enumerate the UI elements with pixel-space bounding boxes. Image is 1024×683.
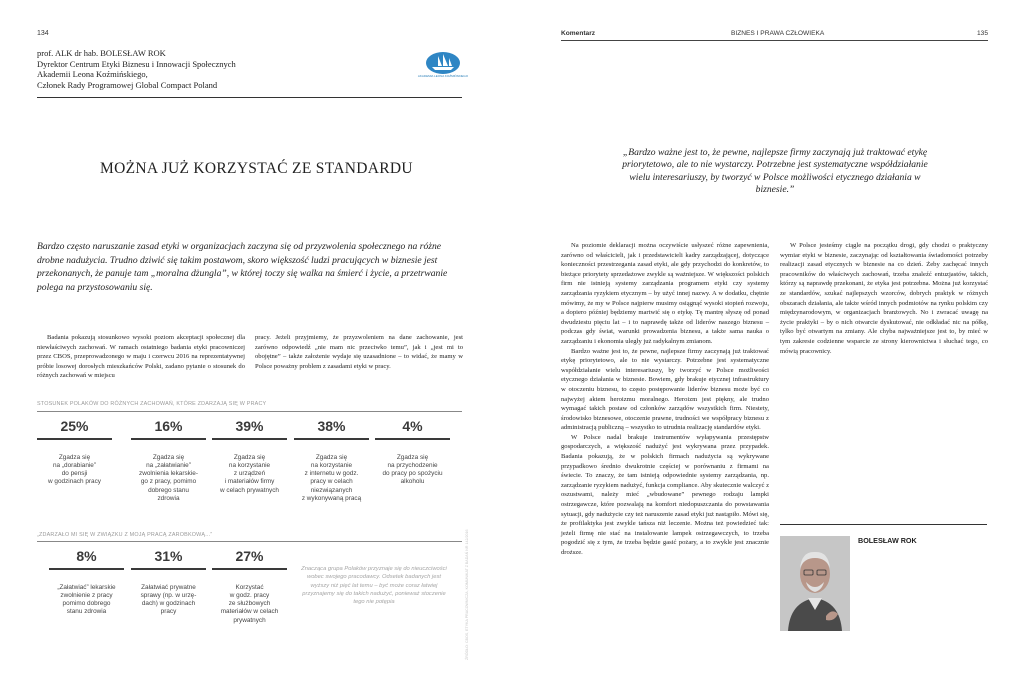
stat-description: Zgadza się na „załatwianie” zwolnienia lekarskie- go z pracy, pomimo dobrego stanu zdrowia: [139, 453, 198, 503]
stat-percentage: 27%: [235, 548, 264, 564]
bio-divider: [780, 524, 987, 525]
right-column-1: [561, 241, 769, 558]
header-divider: [561, 40, 988, 41]
lead-paragraph: Bardzo często naruszanie zasad etyki w organizacjach zaczyna się od przyzwolenia społecznego na różne drobne nadużycia. Trudno dziwić się takim postawom, skoro większość ludzi pracujących w biznesie jest przekonanych, że panuje tam „moralna dżungla”, w której toczy się walka na śmierć i życie, a przetrwanie polega na przystosowaniu się.: [37, 241, 448, 293]
stat-percentage: 39%: [235, 418, 264, 434]
body-column-1: [37, 333, 245, 381]
stat-item: [131, 546, 206, 617]
stat-percentage: 16%: [154, 418, 183, 434]
stat-bar: [212, 438, 287, 440]
stat-item: [294, 416, 369, 503]
section-name: Komentarz: [561, 30, 596, 37]
header-divider: [37, 97, 462, 98]
body-column-2: [255, 333, 463, 371]
section1-label: STOSUNEK POLAKÓW DO RÓŻNYCH ZACHOWAŃ, KTÓRE ZDARZAJĄ SIĘ W PRACY: [37, 401, 267, 407]
right-page-number: 135: [977, 30, 989, 37]
section2-rule: [37, 541, 462, 542]
infographic-note: Znacząca grupa Polaków przyznaje się do nieuczciwości wobec swojego pracodawcy. Odsetek badanych jest wyższy niż pięć lat temu – być może coraz łatwiej przyznajemy się do takich nadużyć, ponieważ stoczenie tego nie potępia: [301, 566, 447, 606]
stat-percentage: 25%: [60, 418, 89, 434]
stat-item: [49, 546, 124, 617]
bio-name: BOLESŁAW ROK: [858, 536, 917, 545]
author-line: prof. ALK dr hab. BOLESŁAW ROK: [37, 48, 166, 58]
stat-description: Zgadza się na korzystanie z urządzeń i materiałów firmy w celach prywatnych: [220, 453, 279, 494]
stat-percentage: 31%: [154, 548, 183, 564]
stat-item: [212, 546, 287, 625]
section1-rule: [37, 411, 462, 412]
body-paragraph: W Polsce nadal brakuje instrumentów wyłapywania przestępstw gospodarczych, a większość nadużyć jest wykrywana przez przypadek. Badania pokazują, że w polskich firmach nadużycia są wykrywane przypadkowo średnio dwukrotnie częściej w porównaniu z firmami na świecie. To znaczy, że tam istnieją odpowiednie systemy zarządzania, np. zarządzanie ryzykiem nadużyć, funkcja compliance. Aby skutecznie walczyć z oszustwami, należy mieć „wbudowane” pewnego rodzaju lampki ostrzegawcze, które pozwalają na komfort niedopuszczania do powstawania sytuacji, gdy nadużycie czy też naruszenie zasad etyki już nastąpiło. Mówi się, że profilaktyka jest zwykle tańsza niż leczenie. Można też powiedzieć tak: jeżeli firmę nie stać na instalowanie lampek ostrzegawczych, to trzeba pogodzić się z tym, że trzeba będzie gasić pożary, a to zwykle jest znacznie droższe.: [561, 433, 769, 556]
stat-bar: [375, 438, 450, 440]
left-page-number: 134: [37, 30, 49, 37]
stat-description: Zgadza się na „dorabianie” do pensji w godzinach pracy: [48, 453, 101, 486]
author-line: Członek Rady Programowej Global Compact Poland: [37, 79, 218, 90]
logo-caption: AKADEMIA LEONA KOŹMIŃSKIEGO: [417, 74, 469, 78]
stat-description: Korzystać w godz. pracy ze służbowych materiałów w celach prywatnych: [220, 583, 279, 624]
stat-percentage: 4%: [402, 418, 423, 434]
author-line: Akademii Leona Koźmińskiego,: [37, 69, 148, 79]
body-paragraph: W Polsce jesteśmy ciągle na początku drogi, gdy chodzi o praktyczny wymiar etyki w biznesie, zaczynając od kształtowania świadomości potrzeby realizacji zasad etycznych w biznesie na co dzień. Żeby zachęcać innych pracowników do właściwych zachowań, trzeba znaleźć entuzjastów, takich, którzy są naprawdę przekonani, że etyka jest potrzebna. Można już korzystać ze standardów, szukać najlepszych wzorców, dobrych praktyk w różnych obszarach działania, ale także wśród innych podmiotów na rynku polskim czy międzynarodowym, w organizacjach branżowych. No i zwracać uwagę na życie praktyki – by o nich otwarcie dyskutować, nie odkładać nic na półkę, tylko być otwartym na zmiany. Ale chyba najważniejsze jest to, by mieć w tym zakresie codzienne wsparcie ze strony kierownictwa i słuchać tego, co mówią pracownicy.: [780, 242, 988, 355]
stat-bar: [49, 568, 124, 570]
stat-item: [375, 416, 450, 487]
stat-description: Zgadza się na korzystanie z internetu w godz. pracy w celach niezwiązanych z wykonywaną pracą: [301, 453, 362, 503]
author-line: Dyrektor Centrum Etyki Biznesu i Innowacji Społecznych: [37, 58, 236, 69]
pull-quote: „Bardzo ważne jest to, że pewne, najlepsze firmy zaczynają już traktować etykę priorytetowo, ale to nie wystarczy. Potrzebne jest systematyczne współdziałanie wielu interesariuszy, by tworzyć w Polsce możliwości etycznego działania w biznesie.”: [622, 147, 928, 195]
stat-bar: [37, 438, 112, 440]
right-column-2: [780, 241, 988, 356]
article-title: MOŻNA JUŻ KORZYSTAĆ ZE STANDARDU: [100, 160, 413, 177]
source-credit: ŹRÓDŁO: CBOS, ETYKA PRACOWNICZA, KOMUNIKAT Z BADAŃ NR 142/2016: [465, 529, 469, 660]
stat-item: [212, 416, 287, 495]
author-photo: [780, 536, 850, 631]
running-header: BIZNES I PRAWA CZŁOWIEKA: [731, 30, 825, 37]
stat-bar: [131, 568, 206, 570]
section2-label: „ZDARZAŁO MI SIĘ W ZWIĄZKU Z MOJĄ PRACĄ ZAROBKOWĄ...”: [37, 532, 213, 538]
body-paragraph: Badania pokazują stosunkowo wysoki poziom akceptacji społecznej dla niewłaściwych zachowań. W ramach ostatniego badania etyki pracowniczej przez CBOS, przeprowadzonego w maju i czerwcu 2016 na reprezentatywnej próbie losowej dorosłych mieszkańców Polski, zadano pytanie o stosunek do różnych zachowań w miejscu: [37, 334, 245, 380]
stat-description: Zgadza się na przychodzenie do pracy po spożyciu alkoholu: [382, 453, 443, 486]
stat-bar: [212, 568, 287, 570]
stat-percentage: 8%: [76, 548, 97, 564]
stat-item: [131, 416, 206, 503]
body-paragraph: pracy. Jeżeli przyjmiemy, że przyzwoleniem na dane zachowanie, jest zarówno odpowiedź „nie mam nic przeciwko temu”, jak i „jest mi to obojętne” – także założenie wydaje się uzasadnione – to widać, że mamy w Polsce poważny problem z zasadami etyki w pracy.: [255, 334, 463, 370]
body-paragraph: Na poziomie deklaracji można oczywiście usłyszeć różne zapewnienia, zarówno od właścicieli, jak i przedstawicieli kadry zarządzającej, dotyczące konieczności przestrzegania zasad etyki, ale gdy przychodzi do konkretów, to bieżące priorytety sprzedażowe zwykle są ważniejsze. W większości polskich firm nie istnieją systemy zarządzania programem etyki czy systemy zarządzania ryzykiem etycznym – by użyć innej nazwy. A w dodatku, chętnie mówimy, że my w Polsce najpierw musimy osiągnąć wysoki stopień rozwoju, a dopiero później będziemy martwić się o etykę. Tę mantrę słyszę od ponad dwudziestu pięciu lat – i to naprawdę także od liderów naszego biznesu – podczas gdy świat, warunki prowadzenia biznesu, a także sama nauka o zarządzaniu i ekonomia uległy już radykalnym zmianom.: [561, 242, 769, 345]
stat-percentage: 38%: [317, 418, 346, 434]
stat-description: „Załatwiać” lekarskie zwolnienie z pracy pomimo dobrego stanu zdrowia: [57, 583, 116, 616]
stat-item: [37, 416, 112, 487]
stat-bar: [131, 438, 206, 440]
stat-bar: [294, 438, 369, 440]
stat-description: Załatwiać prywatne sprawy (np. w urzę- dach) w godzinach pracy: [140, 583, 197, 616]
author-block: [37, 48, 377, 90]
body-paragraph: Bardzo ważne jest to, że pewne, najlepsze firmy zaczynają już traktować etykę priorytetowo, ale to nie wystarczy. Potrzebne jest systematyczne współdziałanie wielu interesariuszy, by tworzyć w Polsce możliwości etycznego działania w biznesie. Bowiem, gdy brakuje etycznej infrastruktury w otoczeniu biznesu, to często postępowanie liderów biznesu może być co najwyżej aktem heroizmu moralnego. Heroizm jest piękny, ale trudno wymagać takich postaw od członków zarządów wszystkich firm. Niestety, środowisko biznesowe, otoczenie prawne, trudności we współpracy biznesu z administracją publiczną – wszystko to utrudnia realizację standardów etyki.: [561, 347, 769, 432]
